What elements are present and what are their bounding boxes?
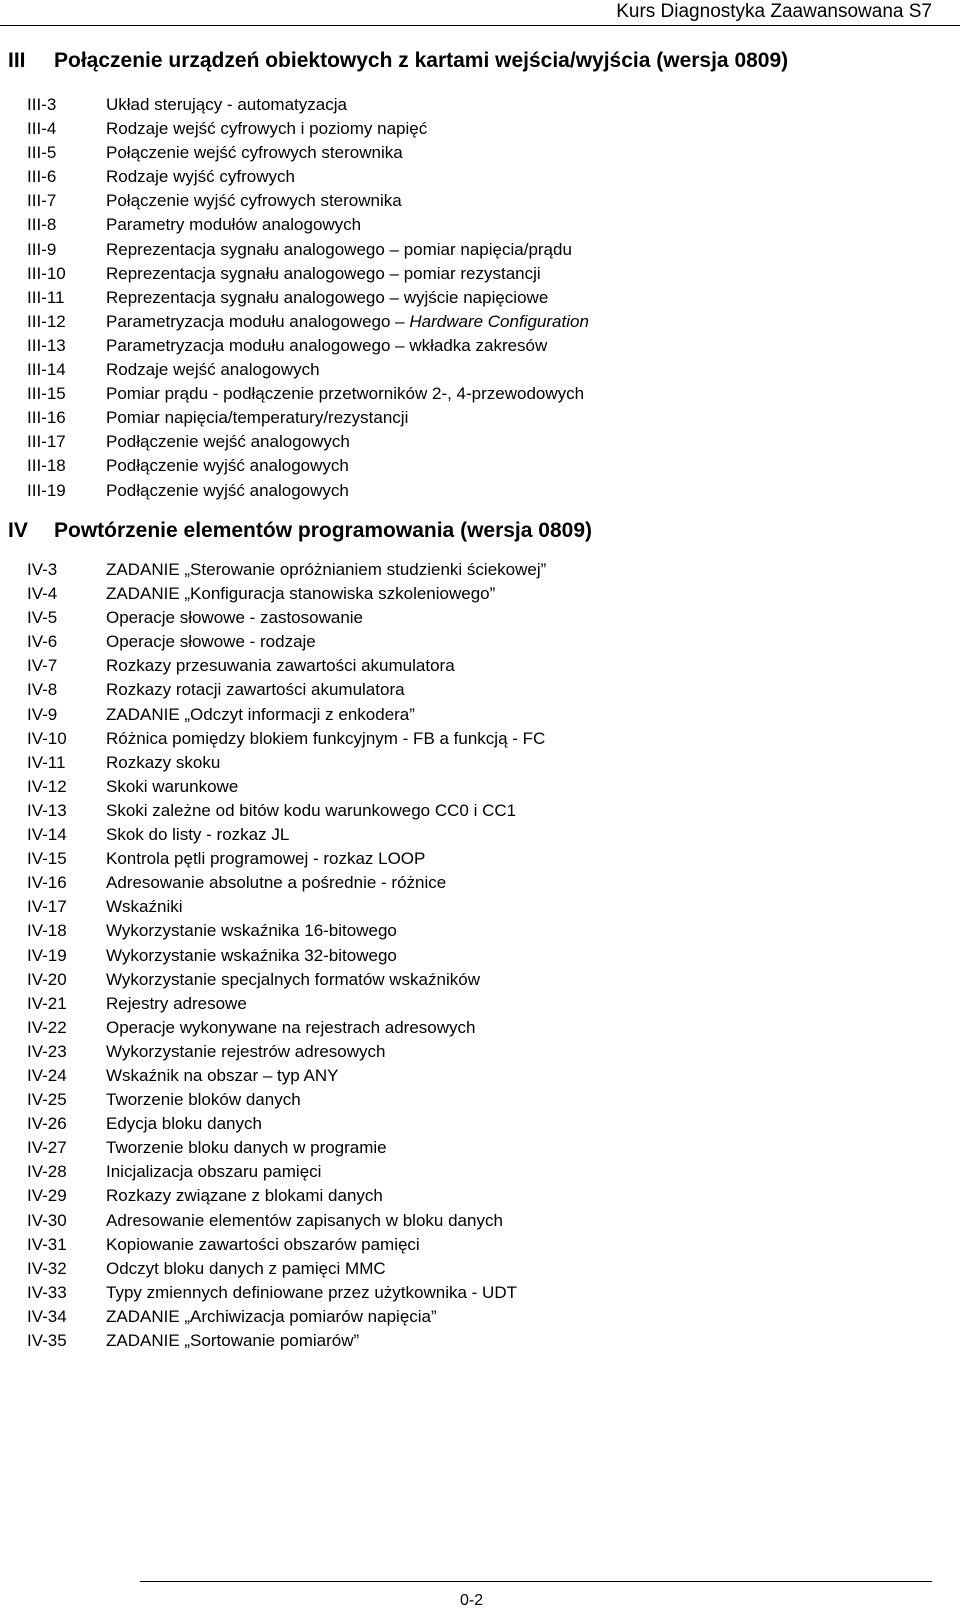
item-text-plain: Pomiar napięcia/temperatury/rezystancji	[106, 408, 409, 428]
item-text-italic: Hardware Configuration	[409, 311, 589, 331]
item-code: IV-23	[27, 1041, 67, 1061]
item-code: IV-27	[27, 1138, 67, 1158]
item-code: IV-29	[27, 1186, 67, 1206]
item-code: IV-15	[27, 849, 67, 869]
item-code: III-19	[27, 480, 66, 500]
item-text	[106, 1257, 386, 1281]
item-text-plain: Skok do listy - rozkaz JL	[106, 825, 290, 845]
item-text	[106, 775, 238, 799]
item-code: IV-24	[27, 1065, 67, 1085]
item-code: IV-12	[27, 776, 67, 796]
list-item	[0, 606, 960, 630]
item-text	[106, 1233, 420, 1257]
item-text	[106, 606, 363, 630]
section-title: Połączenie urządzeń obiektowych z kartami wejścia/wyjścia (wersja 0809)	[54, 49, 789, 72]
item-text	[106, 189, 402, 213]
item-code: IV-35	[27, 1331, 67, 1350]
item-text-plain: Odczyt bloku danych z pamięci MMC	[106, 1258, 386, 1278]
item-text	[106, 406, 408, 430]
item-code: IV-26	[27, 1114, 67, 1134]
list-item	[0, 630, 960, 654]
section-iii-list	[0, 93, 960, 503]
list-item	[0, 799, 960, 823]
list-item	[0, 968, 960, 992]
item-text	[106, 262, 541, 286]
list-item	[0, 165, 960, 189]
item-code: IV-18	[27, 921, 67, 941]
item-text	[106, 944, 397, 968]
item-code: IV-34	[27, 1306, 67, 1326]
list-item	[0, 358, 960, 382]
item-text	[106, 165, 295, 189]
item-text	[106, 141, 403, 165]
item-text-plain: ZADANIE „Konfiguracja stanowiska szkoleniowego”	[106, 584, 496, 604]
item-text	[106, 310, 589, 334]
item-code: IV-14	[27, 825, 67, 845]
item-text-plain: Wykorzystanie rejestrów adresowych	[106, 1041, 386, 1061]
item-text-plain: Połączenie wejść cyfrowych sterownika	[106, 143, 403, 163]
item-text	[106, 93, 347, 117]
list-item	[0, 1136, 960, 1160]
list-item	[0, 1064, 960, 1088]
item-code: IV-33	[27, 1282, 67, 1302]
list-item	[0, 751, 960, 775]
page-number: 0-2	[460, 1592, 484, 1609]
item-text	[106, 1016, 475, 1040]
item-text-plain: Rejestry adresowe	[106, 993, 247, 1013]
item-code: III-4	[27, 119, 57, 139]
list-item	[0, 582, 960, 606]
list-item	[0, 93, 960, 117]
item-text-plain: Rodzaje wejść cyfrowych i poziomy napięć	[106, 119, 428, 139]
list-item	[0, 944, 960, 968]
item-text-plain: Tworzenie bloku danych w programie	[106, 1138, 387, 1158]
item-text	[106, 847, 425, 871]
list-item	[0, 1281, 960, 1305]
item-text-plain: Operacje słowowe - zastosowanie	[106, 608, 364, 628]
item-code: III-16	[27, 408, 66, 428]
item-text	[106, 1088, 301, 1112]
item-code: IV-4	[27, 584, 58, 604]
item-text-plain: ZADANIE „Odczyt informacji z enkodera”	[106, 704, 415, 724]
item-code: IV-31	[27, 1234, 67, 1254]
list-item	[0, 334, 960, 358]
list-item	[0, 847, 960, 871]
item-text	[106, 703, 415, 727]
item-code: III-5	[27, 143, 57, 163]
section-iv-list	[0, 558, 960, 1353]
item-text-plain: Operacje wykonywane na rejestrach adresowych	[106, 1017, 476, 1037]
item-text-plain: Parametryzacja modułu analogowego –	[106, 311, 405, 331]
item-text-plain: Adresowanie absolutne a pośrednie - różnice	[106, 873, 447, 893]
item-text-plain: Kopiowanie zawartości obszarów pamięci	[106, 1234, 420, 1254]
item-text	[106, 1305, 437, 1329]
page-header	[0, 0, 960, 26]
footer-rule	[140, 1581, 932, 1582]
item-text-plain: Wskaźnik na obszar – typ ANY	[106, 1065, 339, 1085]
item-text	[106, 213, 361, 237]
item-code: IV-19	[27, 945, 67, 965]
item-text	[106, 430, 350, 454]
section-number: III	[8, 49, 26, 72]
section-number: IV	[8, 519, 28, 542]
item-text-plain: Wykorzystanie wskaźnika 16-bitowego	[106, 921, 397, 941]
list-item	[0, 775, 960, 799]
item-text-plain: Rozkazy rotacji zawartości akumulatora	[106, 680, 405, 700]
item-text	[106, 582, 495, 606]
item-code: III-18	[27, 456, 66, 476]
list-item	[0, 1088, 960, 1112]
item-text	[106, 727, 545, 751]
page-footer	[0, 1581, 960, 1613]
item-text	[106, 334, 547, 358]
item-text-plain: Kontrola pętli programowej - rozkaz LOOP	[106, 849, 426, 869]
list-item	[0, 213, 960, 237]
list-item	[0, 1257, 960, 1281]
list-item	[0, 895, 960, 919]
item-text	[106, 1112, 262, 1136]
item-text	[106, 751, 220, 775]
item-text-plain: Rozkazy skoku	[106, 752, 221, 772]
item-text	[106, 992, 247, 1016]
item-text-plain: Parametry modułów analogowych	[106, 215, 362, 235]
item-text-plain: Skoki zależne od bitów kodu warunkowego CC0 i CC1	[106, 800, 517, 820]
item-text-plain: Układ sterujący - automatyzacja	[106, 95, 347, 114]
item-text	[106, 1281, 517, 1305]
item-code: III-13	[27, 335, 66, 355]
list-item	[0, 558, 960, 582]
item-text	[106, 895, 183, 919]
list-item	[0, 703, 960, 727]
item-text-plain: ZADANIE „Archiwizacja pomiarów napięcia”	[106, 1306, 437, 1326]
item-code: IV-30	[27, 1210, 67, 1230]
item-text	[106, 1064, 338, 1088]
item-code: IV-16	[27, 873, 67, 893]
item-text-plain: Parametryzacja modułu analogowego – wkładka zakresów	[106, 335, 548, 355]
item-text	[106, 1184, 383, 1208]
item-text-plain: Wykorzystanie specjalnych formatów wskaźników	[106, 969, 480, 989]
item-text-plain: Rozkazy przesuwania zawartości akumulatora	[106, 656, 455, 676]
list-item	[0, 310, 960, 334]
item-text-plain: Podłączenie wejść analogowych	[106, 432, 350, 452]
item-text-plain: Rodzaje wejść analogowych	[106, 360, 320, 380]
list-item	[0, 382, 960, 406]
item-text	[106, 1160, 321, 1184]
list-item	[0, 286, 960, 310]
item-code: III-15	[27, 384, 66, 404]
item-text-plain: ZADANIE „Sterowanie opróżnianiem studzienki ściekowej”	[106, 560, 547, 579]
item-text-plain: Tworzenie bloków danych	[106, 1090, 301, 1110]
item-code: III-11	[27, 287, 65, 307]
item-code: III-3	[27, 95, 57, 114]
item-text	[106, 630, 316, 654]
item-text	[106, 823, 289, 847]
list-item	[0, 1209, 960, 1233]
list-item	[0, 238, 960, 262]
item-code: III-7	[27, 191, 57, 211]
item-code: IV-21	[27, 993, 67, 1013]
list-item	[0, 262, 960, 286]
item-text-plain: Podłączenie wyjść analogowych	[106, 456, 349, 476]
item-code: IV-20	[27, 969, 67, 989]
list-item	[0, 117, 960, 141]
item-code: IV-9	[27, 704, 58, 724]
item-code: III-17	[27, 432, 66, 452]
item-code: III-10	[27, 263, 66, 283]
item-code: IV-5	[27, 608, 58, 628]
list-item	[0, 1112, 960, 1136]
item-code: IV-13	[27, 800, 67, 820]
list-item	[0, 654, 960, 678]
list-item	[0, 871, 960, 895]
item-text-plain: Reprezentacja sygnału analogowego – wyjście napięciowe	[106, 287, 549, 307]
item-text-plain: Typy zmiennych definiowane przez użytkownika - UDT	[106, 1282, 517, 1302]
section-title: Powtórzenie elementów programowania (wersja 0809)	[54, 519, 592, 542]
item-text-plain: Pomiar prądu - podłączenie przetworników 2-, 4-przewodowych	[106, 384, 585, 404]
list-item	[0, 430, 960, 454]
item-text	[106, 799, 516, 823]
item-text	[106, 968, 480, 992]
item-code: III-8	[27, 215, 57, 235]
item-text-plain: Edycja bloku danych	[106, 1114, 262, 1134]
item-code: III-6	[27, 167, 57, 187]
item-code: IV-7	[27, 656, 58, 676]
header-title: Kurs Diagnostyka Zaawansowana S7	[616, 1, 932, 22]
item-text	[106, 1209, 503, 1233]
item-text-plain: ZADANIE „Sortowanie pomiarów”	[106, 1331, 360, 1350]
list-item	[0, 992, 960, 1016]
item-text-plain: Adresowanie elementów zapisanych w bloku danych	[106, 1210, 503, 1230]
item-text-plain: Reprezentacja sygnału analogowego – pomiar napięcia/prądu	[106, 239, 572, 259]
list-item	[0, 454, 960, 478]
list-item	[0, 1233, 960, 1257]
list-item	[0, 823, 960, 847]
item-text	[106, 117, 427, 141]
list-item	[0, 1016, 960, 1040]
item-code: IV-8	[27, 680, 58, 700]
list-item	[0, 919, 960, 943]
list-item	[0, 678, 960, 702]
item-text-plain: Reprezentacja sygnału analogowego – pomiar rezystancji	[106, 263, 541, 283]
item-text	[106, 654, 455, 678]
item-text	[106, 238, 572, 262]
item-code: IV-3	[27, 560, 58, 579]
list-item	[0, 141, 960, 165]
item-text	[106, 382, 584, 406]
item-text-plain: Operacje słowowe - rodzaje	[106, 632, 316, 652]
item-code: III-14	[27, 360, 66, 380]
item-text	[106, 1329, 359, 1353]
item-text	[106, 678, 405, 702]
item-text	[106, 919, 397, 943]
item-text	[106, 454, 349, 478]
item-text-plain: Połączenie wyjść cyfrowych sterownika	[106, 191, 402, 211]
item-text-plain: Wskaźniki	[106, 897, 183, 917]
item-text	[106, 358, 320, 382]
item-text	[106, 871, 446, 895]
item-text-plain: Rodzaje wyjść cyfrowych	[106, 167, 295, 187]
item-code: IV-17	[27, 897, 67, 917]
list-item	[0, 1329, 960, 1353]
item-text	[106, 286, 548, 310]
list-item	[0, 479, 960, 503]
item-code: IV-32	[27, 1258, 67, 1278]
item-text-plain: Rozkazy związane z blokami danych	[106, 1186, 383, 1206]
item-code: IV-22	[27, 1017, 67, 1037]
item-code: III-9	[27, 239, 57, 259]
item-code: III-12	[27, 311, 66, 331]
item-text-plain: Podłączenie wyjść analogowych	[106, 480, 349, 500]
list-item	[0, 1040, 960, 1064]
item-text	[106, 558, 546, 582]
list-item	[0, 1184, 960, 1208]
list-item	[0, 727, 960, 751]
item-text-plain: Skoki warunkowe	[106, 776, 239, 796]
item-text	[106, 479, 349, 503]
list-item	[0, 189, 960, 213]
item-code: IV-6	[27, 632, 58, 652]
list-item	[0, 406, 960, 430]
list-item	[0, 1305, 960, 1329]
item-code: IV-25	[27, 1090, 67, 1110]
item-text	[106, 1040, 386, 1064]
item-text-plain: Różnica pomiędzy blokiem funkcyjnym - FB a funkcją - FC	[106, 728, 546, 748]
item-code: IV-11	[27, 752, 66, 772]
item-text-plain: Wykorzystanie wskaźnika 32-bitowego	[106, 945, 397, 965]
item-code: IV-10	[27, 728, 67, 748]
item-text-plain: Inicjalizacja obszaru pamięci	[106, 1162, 322, 1182]
item-text	[106, 1136, 387, 1160]
item-code: IV-28	[27, 1162, 67, 1182]
list-item	[0, 1160, 960, 1184]
